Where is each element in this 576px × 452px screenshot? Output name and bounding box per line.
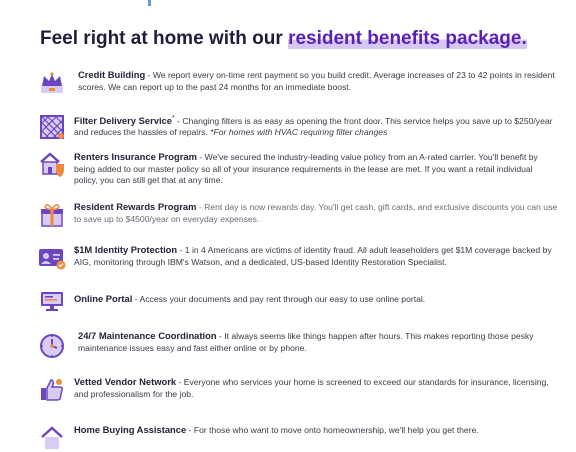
top-accent-bar <box>148 0 151 6</box>
benefit-filter-delivery: Filter Delivery Service* - Changing filters is as easy as opening the front door. This service helps you save up to $250/year and reduces the hassles of repairs. *For homes with HVAC requiring filter changes <box>38 113 558 139</box>
benefit-maintenance: 24/7 Maintenance Coordination - It always seems like things happen after hours. This makes reporting those pesky maintenance issues easy and fast either online or by phone. <box>38 330 558 354</box>
benefit-body: 1 in 4 Americans are victims of identity fraud. All adult leaseholders get $1M coverage backed by AIG, monitoring through IBM's Watson, and a dedicated, US-based Identity Restoration Specialist. <box>74 245 552 267</box>
filter-icon <box>38 113 66 141</box>
benefit-title: Renters Insurance Program <box>74 151 197 162</box>
benefit-resident-rewards: Resident Rewards Program - Rent day is now rewards day. You'll get cash, gift cards, and exclusive discounts you can use to save up to $4500/year on everyday expenses. <box>38 201 558 225</box>
benefit-title: Vetted Vendor Network <box>74 376 177 387</box>
benefit-body: Everyone who services your home is screened to exceed our standards for insurance, licensing, and professionalism for the job. <box>74 377 549 399</box>
benefit-body: Changing filters is as easy as opening the front door. This service helps you save up to $250/year and reduces the hassles of repairs. <box>74 115 553 138</box>
headline-prefix: Feel right at home with our <box>40 28 283 49</box>
benefit-title: Filter Delivery Service <box>74 114 172 126</box>
benefit-title: 24/7 Maintenance Coordination <box>78 330 217 341</box>
benefit-body: Rent day is now rewards day. You'll get cash, gift cards, and exclusive discounts you can use to save up to $4500/year on everyday expenses. <box>74 202 558 224</box>
benefit-online-portal: Online Portal - Access your documents and pay rent through our easy to use online portal. <box>38 293 558 306</box>
benefit-body: For those who want to move onto homeownership, we'll help you get there. <box>193 425 479 435</box>
benefit-body: It always seems like things happen after hours. This makes reporting those pesky maintenance issues easy and fast either online or by phone. <box>78 331 534 353</box>
benefit-body: Access your documents and pay rent through our easy to use online portal. <box>139 294 426 304</box>
headline-highlight: resident benefits package. <box>288 28 527 49</box>
thumbs-up-icon <box>38 376 66 404</box>
benefit-title: $1M Identity Protection <box>74 244 178 255</box>
benefit-renters-insurance: Renters Insurance Program - We've secured the industry-leading value policy from an A-rated carrier. You'll benefit by being added to our master policy so all of your insurance requirements in the lease are met. If you want a retail individual policy, you can still get that at any time. <box>38 151 558 187</box>
benefit-title: Credit Building <box>78 69 146 80</box>
clock-wrench-icon <box>38 332 66 360</box>
benefit-title: Online Portal <box>74 293 133 304</box>
gift-icon <box>38 201 66 229</box>
house-key-icon <box>38 424 66 452</box>
benefit-title: Home Buying Assistance <box>74 424 187 435</box>
benefit-body: We report every on-time rent payment so you build credit. Average increases of 23 to 42 points in resident scores. We can report up to the past 24 months for an immediate boost. <box>78 70 555 92</box>
benefit-marker: * <box>171 114 175 122</box>
benefit-identity-protection: $1M Identity Protection - 1 in 4 Americans are victims of identity fraud. All adult leaseholders get $1M coverage backed by AIG, monitoring through IBM's Watson, and a dedicated, US-based Identity Restoration Specialist. <box>38 244 558 268</box>
benefit-title: Resident Rewards Program <box>74 201 197 212</box>
benefit-home-buying: Home Buying Assistance - For those who want to move onto homeownership, we'll help you get there. <box>38 424 558 437</box>
benefit-vetted-vendor: Vetted Vendor Network - Everyone who services your home is screened to exceed our standards for insurance, licensing, and professionalism for the job. <box>38 376 558 400</box>
benefit-credit-building: Credit Building - We report every on-time rent payment so you build credit. Average increases of 23 to 42 points in resident scores. We can report up to the past 24 months for an immediate boost. <box>38 69 558 93</box>
benefit-body: We've secured the industry-leading value policy from an A-rated carrier. You'll benefit by being added to our master policy so all of your insurance requirements in the lease are met. If you want a retail individual policy, you can still get that at any time. <box>74 152 538 186</box>
id-card-icon <box>38 244 66 272</box>
page-headline <box>40 28 527 50</box>
house-shield-icon <box>38 151 66 179</box>
benefit-note: *For homes with HVAC requiring filter changes <box>210 127 388 138</box>
monitor-icon <box>38 287 66 315</box>
crown-icon <box>38 69 66 97</box>
